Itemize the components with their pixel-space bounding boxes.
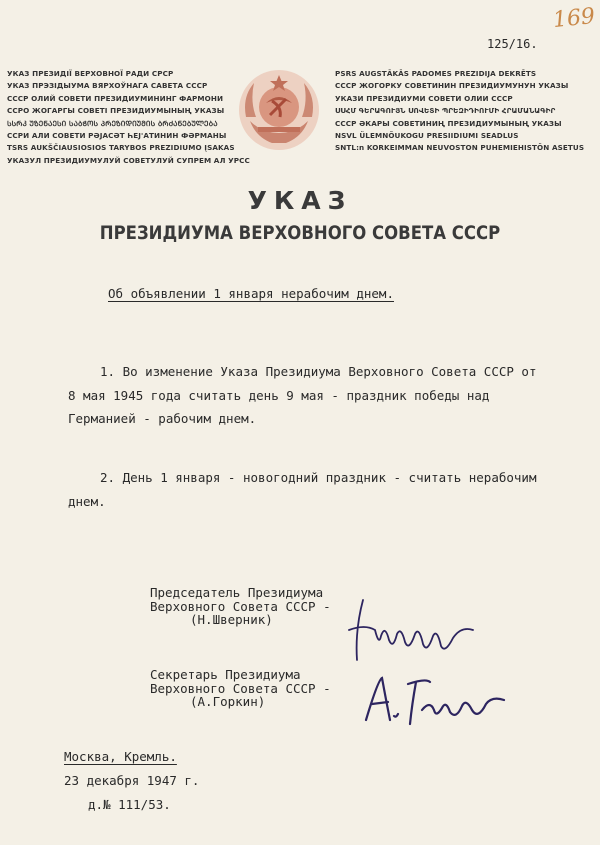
header-line: PSRS AUGSTĀKĀS PADOMES PREZIDIJA DEKRĒTS — [335, 69, 537, 78]
header-line: УКАЗИ ПРЕЗИДИУМИ СОВЕТИ ОЛИИ СССР — [335, 93, 513, 103]
signatory-name: (Н.Шверник) — [190, 612, 273, 627]
paragraph-2 — [68, 466, 548, 513]
signatory-title: Председатель Президиума — [150, 585, 324, 600]
header-line: УКАЗ ПРЕЗИДІЇ ВЕРХОВНОЇ РАДИ СРСР — [7, 69, 174, 78]
decree-subject: Об объявлении 1 января нерабочим днем. — [108, 286, 394, 301]
header-line: УКАЗУЛ ПРЕЗИДИУМУЛУЙ СОВЕТУЛУЙ СУПРЕМ АЛ УРСС — [7, 155, 250, 165]
ussr-emblem-icon — [236, 67, 322, 153]
signatory-title: Верховного Совета СССР - — [150, 598, 331, 614]
paragraph-text: 1. Во изменение Указа Президиума Верховного Совета СССР от 8 мая 1945 года считать день 9 мая - праздник победы над Германией - рабочим днем. — [68, 364, 537, 426]
header-line: УКАЗ ПРЭЗІДЫУМА ВЯРХОЎНАГА САВЕТА СССР — [7, 81, 208, 91]
signatory-title: Верховного Совета СССР - — [150, 680, 331, 696]
signatory-title: Секретарь Президиума — [150, 667, 301, 682]
archive-number: 169 — [551, 3, 597, 34]
header-line: СССР ӘКАРЫ СОВЕТИНИҢ ПРЕЗИДИУМЫНЫҢ УКАЗЫ — [335, 118, 562, 128]
chairman-signature-icon — [345, 590, 480, 670]
document-title: УКАЗ — [247, 186, 353, 215]
header-right — [335, 68, 584, 155]
secretary-signature-icon — [360, 670, 510, 730]
header-line: СССР ОЛИЙ СОВЕТИ ПРЕЗИДИУМИНИНГ ФАРМОНИ — [7, 93, 224, 103]
header-line: СССР ЖОГОРКУ СОВЕТИНИН ПРЕЗИДИУМУНУН УКАЗЫ — [335, 81, 569, 91]
header-line: ՍՍՀՄ ԳԵՐԱԳՈՒՅՆ ՍՈՎԵՏԻ ՊՐԵԶԻԴԻՈՒՄԻ ՀՐԱՄԱՆԱԳԻՐ — [335, 106, 556, 116]
header-line: NSVL ÜLEMNÕUKOGU PRESIIDIUMI SEADLUS — [335, 130, 519, 140]
paragraph-text: 2. День 1 января - новогодний праздник - считать нерабочим днем. — [68, 470, 537, 509]
signatory-name: (А.Горкин) — [190, 694, 266, 709]
header-line: ССРИ АЛИ СОВЕТИ РӘЈАСӘТ ҺЕЈ'АТИНИН ФӘРМАНЫ — [7, 130, 227, 140]
decree-number: д.№ 111/53. — [88, 797, 171, 812]
header-line: TSRS AUKŠČIAUSIOSIOS TARYBOS PREZIDIUMO ĮSAKAS — [7, 143, 235, 153]
header-line: ССРО ЖОГАРГЫ СОВЕТІ ПРЕЗИДИУМЫНЫҢ УКАЗЫ — [7, 106, 225, 116]
doc-number: 125/16. — [487, 37, 538, 51]
header-line: ᲡᲡᲠᲙ ᲣᲖᲔᲜᲐᲔᲡᲘ ᲡᲐᲑᲭᲝᲡ ᲞᲠᲔᲖᲘᲓᲘᲣᲛᲘᲡ ᲑᲠᲫᲐᲜᲔᲑᲣᲚᲔᲑᲐ — [7, 118, 218, 128]
document-subtitle: ПРЕЗИДИУМА ВЕРХОВНОГО СОВЕТА СССР — [99, 221, 501, 244]
signatory-chairman — [150, 586, 331, 627]
header-line: SNTL:n KORKEIMMAN NEUVOSTON PUHEMIEHISTÖN ASETUS — [335, 143, 585, 153]
paragraph-1 — [68, 360, 548, 431]
place: Москва, Кремль. — [64, 749, 177, 764]
date: 23 декабря 1947 г. — [64, 773, 200, 788]
header-left — [7, 68, 250, 167]
signatory-secretary — [150, 668, 331, 709]
